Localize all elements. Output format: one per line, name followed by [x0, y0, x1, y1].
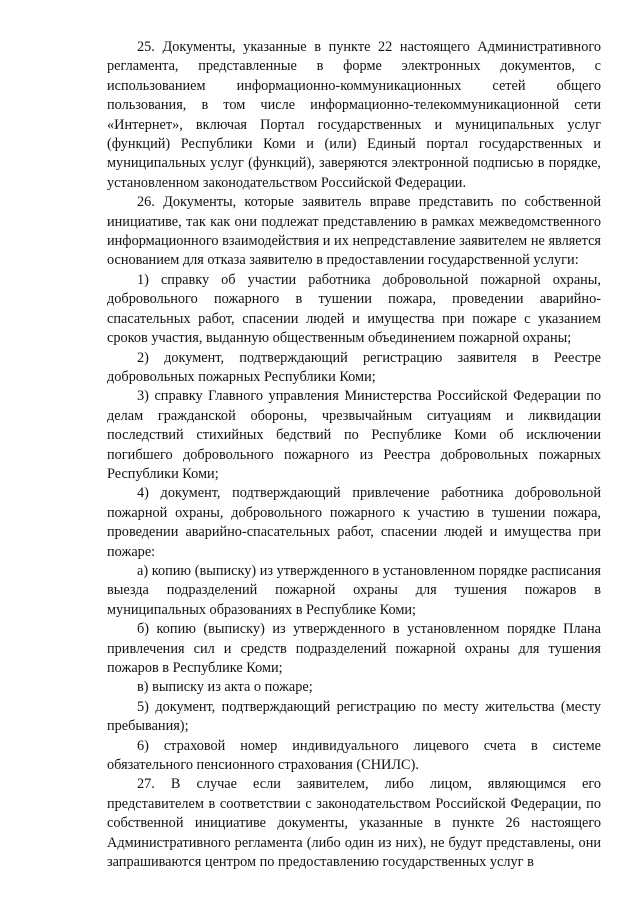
- list-item-5: 5) документ, подтверждающий регистрацию по месту жительства (месту пребывания);: [107, 698, 601, 735]
- list-item-3: 3) справку Главного управления Министерства Российской Федерации по делам гражданской обороны, чрезвычайным ситуациям и ликвидации последствий стихийных бедствий по Республике Коми об исключении погибшего добровольного пожарного из Реестра добровольных пожарных Республики Коми;: [107, 388, 601, 482]
- list-item-1: 1) справку об участии работника добровольной пожарной охраны, добровольного пожарного в тушении пожара, проведении аварийно-спасательных работ, спасении людей и имущества при пожаре с указанием сроков участия, выданную общественным объединением пожарной охраны;: [107, 271, 601, 347]
- paragraph-26: 26. Документы, которые заявитель вправе представить по собственной инициативе, так как они подлежат представлению в рамках межведомственного информационного взаимодействия и их непредставление заявителем не является основанием для отказа заявителю в предоставлении государственной услуги:: [107, 194, 601, 269]
- paragraph-25: 25. Документы, указанные в пункте 22 настоящего Административного регламента, представленные в форме электронных документов, с использованием информационно-коммуникационных сетей общего пользования, в том числе информационно-телекоммуникационной сети «Интернет», включая Портал государственных и муниципальных услуг (функций) Республики Коми и (или) Единый портал государственных и муниципальных услуг (функций), заверяются электронной подписью в порядке, установленном законодательством Российской Федерации.: [107, 39, 601, 191]
- list-item-2: 2) документ, подтверждающий регистрацию заявителя в Реестре добровольных пожарных Республики Коми;: [107, 349, 601, 385]
- list-item-4v: в) выписку из акта о пожаре;: [137, 679, 313, 696]
- list-item-4b: б) копию (выписку) из утвержденного в установленном порядке Плана привлечения сил и средств подразделений пожарной охраны для тушения пожаров в Республике Коми;: [107, 621, 601, 676]
- paragraph-27: 27. В случае если заявителем, либо лицом, являющимся его представителем в соответствии с законодательством Российской Федерации, по собственной инициативе документы, указанные в пункте 26 настоящего Административного регламента (либо один из них), не будут представлены, они запрашиваются центром по предоставлению государственных услуг в: [107, 776, 601, 871]
- list-item-6: 6) страховой номер индивидуального лицевого счета в системе обязательного пенсионного страхования (СНИЛС).: [107, 737, 601, 774]
- document-body: [107, 38, 601, 872]
- list-item-4: 4) документ, подтверждающий привлечение работника добровольной пожарной охраны, добровольного пожарного к участию в тушении пожара, проведении аварийно-спасательных работ, спасении людей и имущества при пожаре:: [107, 485, 601, 560]
- list-item-4a: а) копию (выписку) из утвержденного в установленном порядке расписания выезда подразделений пожарной охраны для тушения пожаров в муниципальных образованиях в Республике Коми;: [107, 562, 601, 618]
